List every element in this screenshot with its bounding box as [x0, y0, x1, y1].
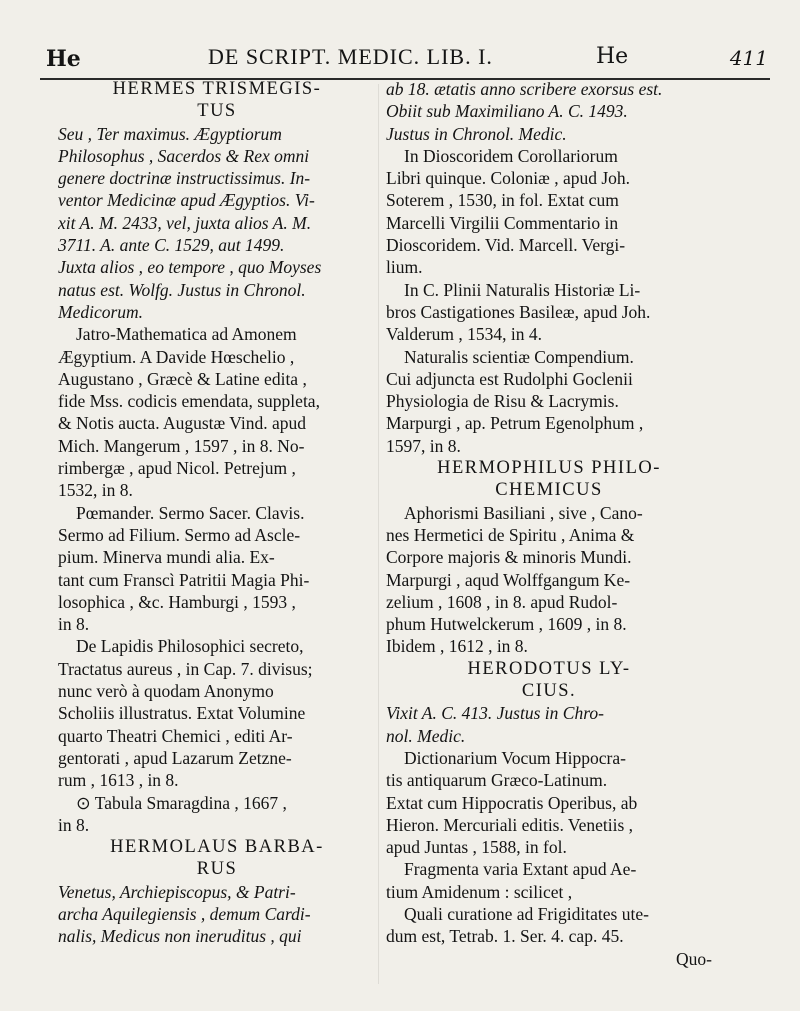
work-title-line: Fragmenta varia Extant apud Ae- — [404, 859, 637, 880]
biography-line: Seu , Ter maximus. Ægyptiorum — [58, 123, 282, 144]
text-line: apud Juntas , 1588, in fol. — [386, 837, 567, 858]
work-title-line: Naturalis scientiæ Compendium. — [404, 346, 634, 367]
text-line: rimbergæ , apud Nicol. Petrejum , — [58, 458, 296, 479]
text-line: nunc verò à quodam Anonymo — [58, 681, 274, 702]
text-line: Scholiis illustratus. Extat Volumine — [58, 703, 306, 724]
entry-heading: TUS — [197, 101, 237, 122]
text-line: Marpurgi , ap. Petrum Egenolphum , — [386, 413, 644, 434]
biography-line: nol. Medic. — [386, 725, 466, 746]
text-line: quarto Theatri Chemici , editi Ar- — [58, 725, 293, 746]
text-line: pium. Minerva mundi alia. Ex- — [58, 547, 275, 568]
text-line: in 8. — [58, 614, 90, 635]
text-line: & Notis aucta. Augustæ Vind. apud — [58, 413, 306, 434]
text-line: bros Castigationes Basileæ, apud Joh. — [386, 301, 651, 322]
text-line: Extat cum Hippocratis Operibus, ab — [386, 792, 638, 813]
entry-heading: RUS — [196, 859, 238, 880]
work-title-line: De Lapidis Philosophici secreto, — [76, 636, 304, 657]
running-header — [40, 42, 770, 80]
text-line: nes Hermetici de Spiritu , Anima & — [386, 524, 635, 545]
work-title-line: Pœmander. Sermo Sacer. Clavis. — [76, 502, 305, 523]
text-line: Mich. Mangerum , 1597 , in 8. No- — [58, 435, 305, 456]
biography-line: ab 18. ætatis anno scribere exorsus est. — [386, 79, 663, 99]
left-catchword: He — [46, 46, 81, 72]
text-line: Libri quinque. Coloniæ , apud Joh. — [386, 168, 631, 189]
text-line: Physiologia de Risu & Lacrymis. — [386, 391, 619, 412]
biography-line: natus est. Wolfg. Justus in Chronol. — [58, 279, 306, 300]
entry-heading: HERODOTUS LY- — [467, 658, 631, 679]
text-line: Soterem , 1530, in fol. Extat cum — [386, 190, 619, 211]
biography-line: ventor Medicinæ apud Ægyptios. Vi- — [58, 190, 315, 211]
biography-line: Juxta alios , eo tempore , quo Moyses — [58, 257, 322, 278]
biography-line: Obiit sub Maximiliano A. C. 1493. — [386, 101, 628, 122]
biography-line: 3711. A. ante C. 1529, aut 1499. — [58, 235, 285, 256]
text-line: Valderum , 1534, in 4. — [386, 324, 543, 345]
text-line: zelium , 1608 , in 8. apud Rudol- — [386, 591, 618, 612]
text-line: tium Amidenum : scilicet , — [386, 881, 573, 902]
text-line: Dioscoridem. Vid. Marcell. Vergi- — [386, 235, 626, 256]
text-line: Marpurgi , aqud Wolffgangum Ke- — [386, 569, 631, 590]
text-line: Sermo ad Filium. Sermo ad Ascle- — [58, 524, 301, 545]
text-line: in 8. — [58, 814, 90, 835]
entry-heading: CIUS. — [521, 681, 577, 702]
entry-heading: HERMES TRISMEGIS- — [112, 79, 322, 99]
right-catchword: He — [596, 44, 629, 69]
column-gutter — [378, 84, 379, 984]
text-line: Marcelli Virgilii Commentario in — [386, 212, 619, 233]
biography-line: xit A. M. 2433, vel, juxta alios A. M. — [58, 212, 312, 233]
text-line: tis antiquarum Græco-Latinum. — [386, 770, 608, 791]
biography-line: Medicorum. — [58, 301, 144, 322]
text-line: gentorati , apud Lazarum Zetzne- — [58, 747, 292, 768]
biography-line: nalis, Medicus non ineruditus , qui — [58, 926, 302, 947]
text-line: Augustano , Græcè & Latine edita , — [58, 368, 307, 389]
work-title-line: In Dioscoridem Corollariorum — [404, 145, 618, 166]
biography-line: Justus in Chronol. Medic. — [386, 123, 567, 144]
running-title: DE SCRIPT. MEDIC. LIB. I. — [208, 44, 493, 69]
work-title-line: ⊙ Tabula Smaragdina , 1667 , — [76, 792, 287, 813]
biography-line: Vixit A. C. 413. Justus in Chro- — [386, 703, 604, 724]
text-line: tant cum Franscì Patritii Magia Phi- — [58, 569, 310, 590]
biography-line: Philosophus , Sacerdos & Rex omni — [58, 145, 310, 166]
page-number: 411 — [729, 46, 768, 70]
text-line: Hieron. Mercuriali editis. Venetiis , — [386, 814, 634, 835]
left-column — [58, 78, 376, 948]
entry-heading: HERMOPHILUS PHILO- — [437, 458, 661, 479]
text-line: dum est, Tetrab. 1. Ser. 4. cap. 45. — [386, 926, 624, 947]
text-line: 1532, in 8. — [58, 480, 133, 501]
biography-line: Venetus, Archiepiscopus, & Patri- — [58, 881, 296, 902]
text-line: rum , 1613 , in 8. — [58, 770, 179, 791]
work-title-line: Jatro-Mathematica ad Amonem — [76, 324, 297, 345]
work-title-line: Quali curatione ad Frigiditates ute- — [404, 903, 649, 924]
text-line: Corpore majoris & minoris Mundi. — [386, 547, 632, 568]
entry-heading: HERMOLAUS BARBA- — [110, 837, 324, 858]
text-line: Ægyptium. A Davide Hœschelio , — [58, 346, 295, 367]
right-column — [386, 78, 712, 970]
catchword: Quo- — [676, 948, 712, 969]
work-title-line: In C. Plinii Naturalis Historiæ Li- — [404, 279, 641, 300]
biography-line: archa Aquilegiensis , demum Cardi- — [58, 903, 311, 924]
work-title-line: Dictionarium Vocum Hippocra- — [404, 747, 626, 768]
text-line: phum Hutwelckerum , 1609 , in 8. — [386, 614, 627, 635]
text-line: lium. — [386, 257, 423, 278]
text-line: losophica , &c. Hamburgi , 1593 , — [58, 591, 296, 612]
biography-line: genere doctrinæ instructissimus. In- — [58, 168, 311, 189]
text-line: fide Mss. codicis emendata, suppleta, — [58, 391, 320, 412]
text-line: Tractatus aureus , in Cap. 7. divisus; — [58, 658, 313, 679]
text-line: Cui adjuncta est Rudolphi Goclenii — [386, 368, 633, 389]
entry-heading: CHEMICUS — [495, 480, 603, 501]
work-title-line: Aphorismi Basiliani , sive , Cano- — [404, 502, 643, 523]
text-line: 1597, in 8. — [386, 435, 461, 456]
text-line: Ibidem , 1612 , in 8. — [386, 636, 528, 657]
